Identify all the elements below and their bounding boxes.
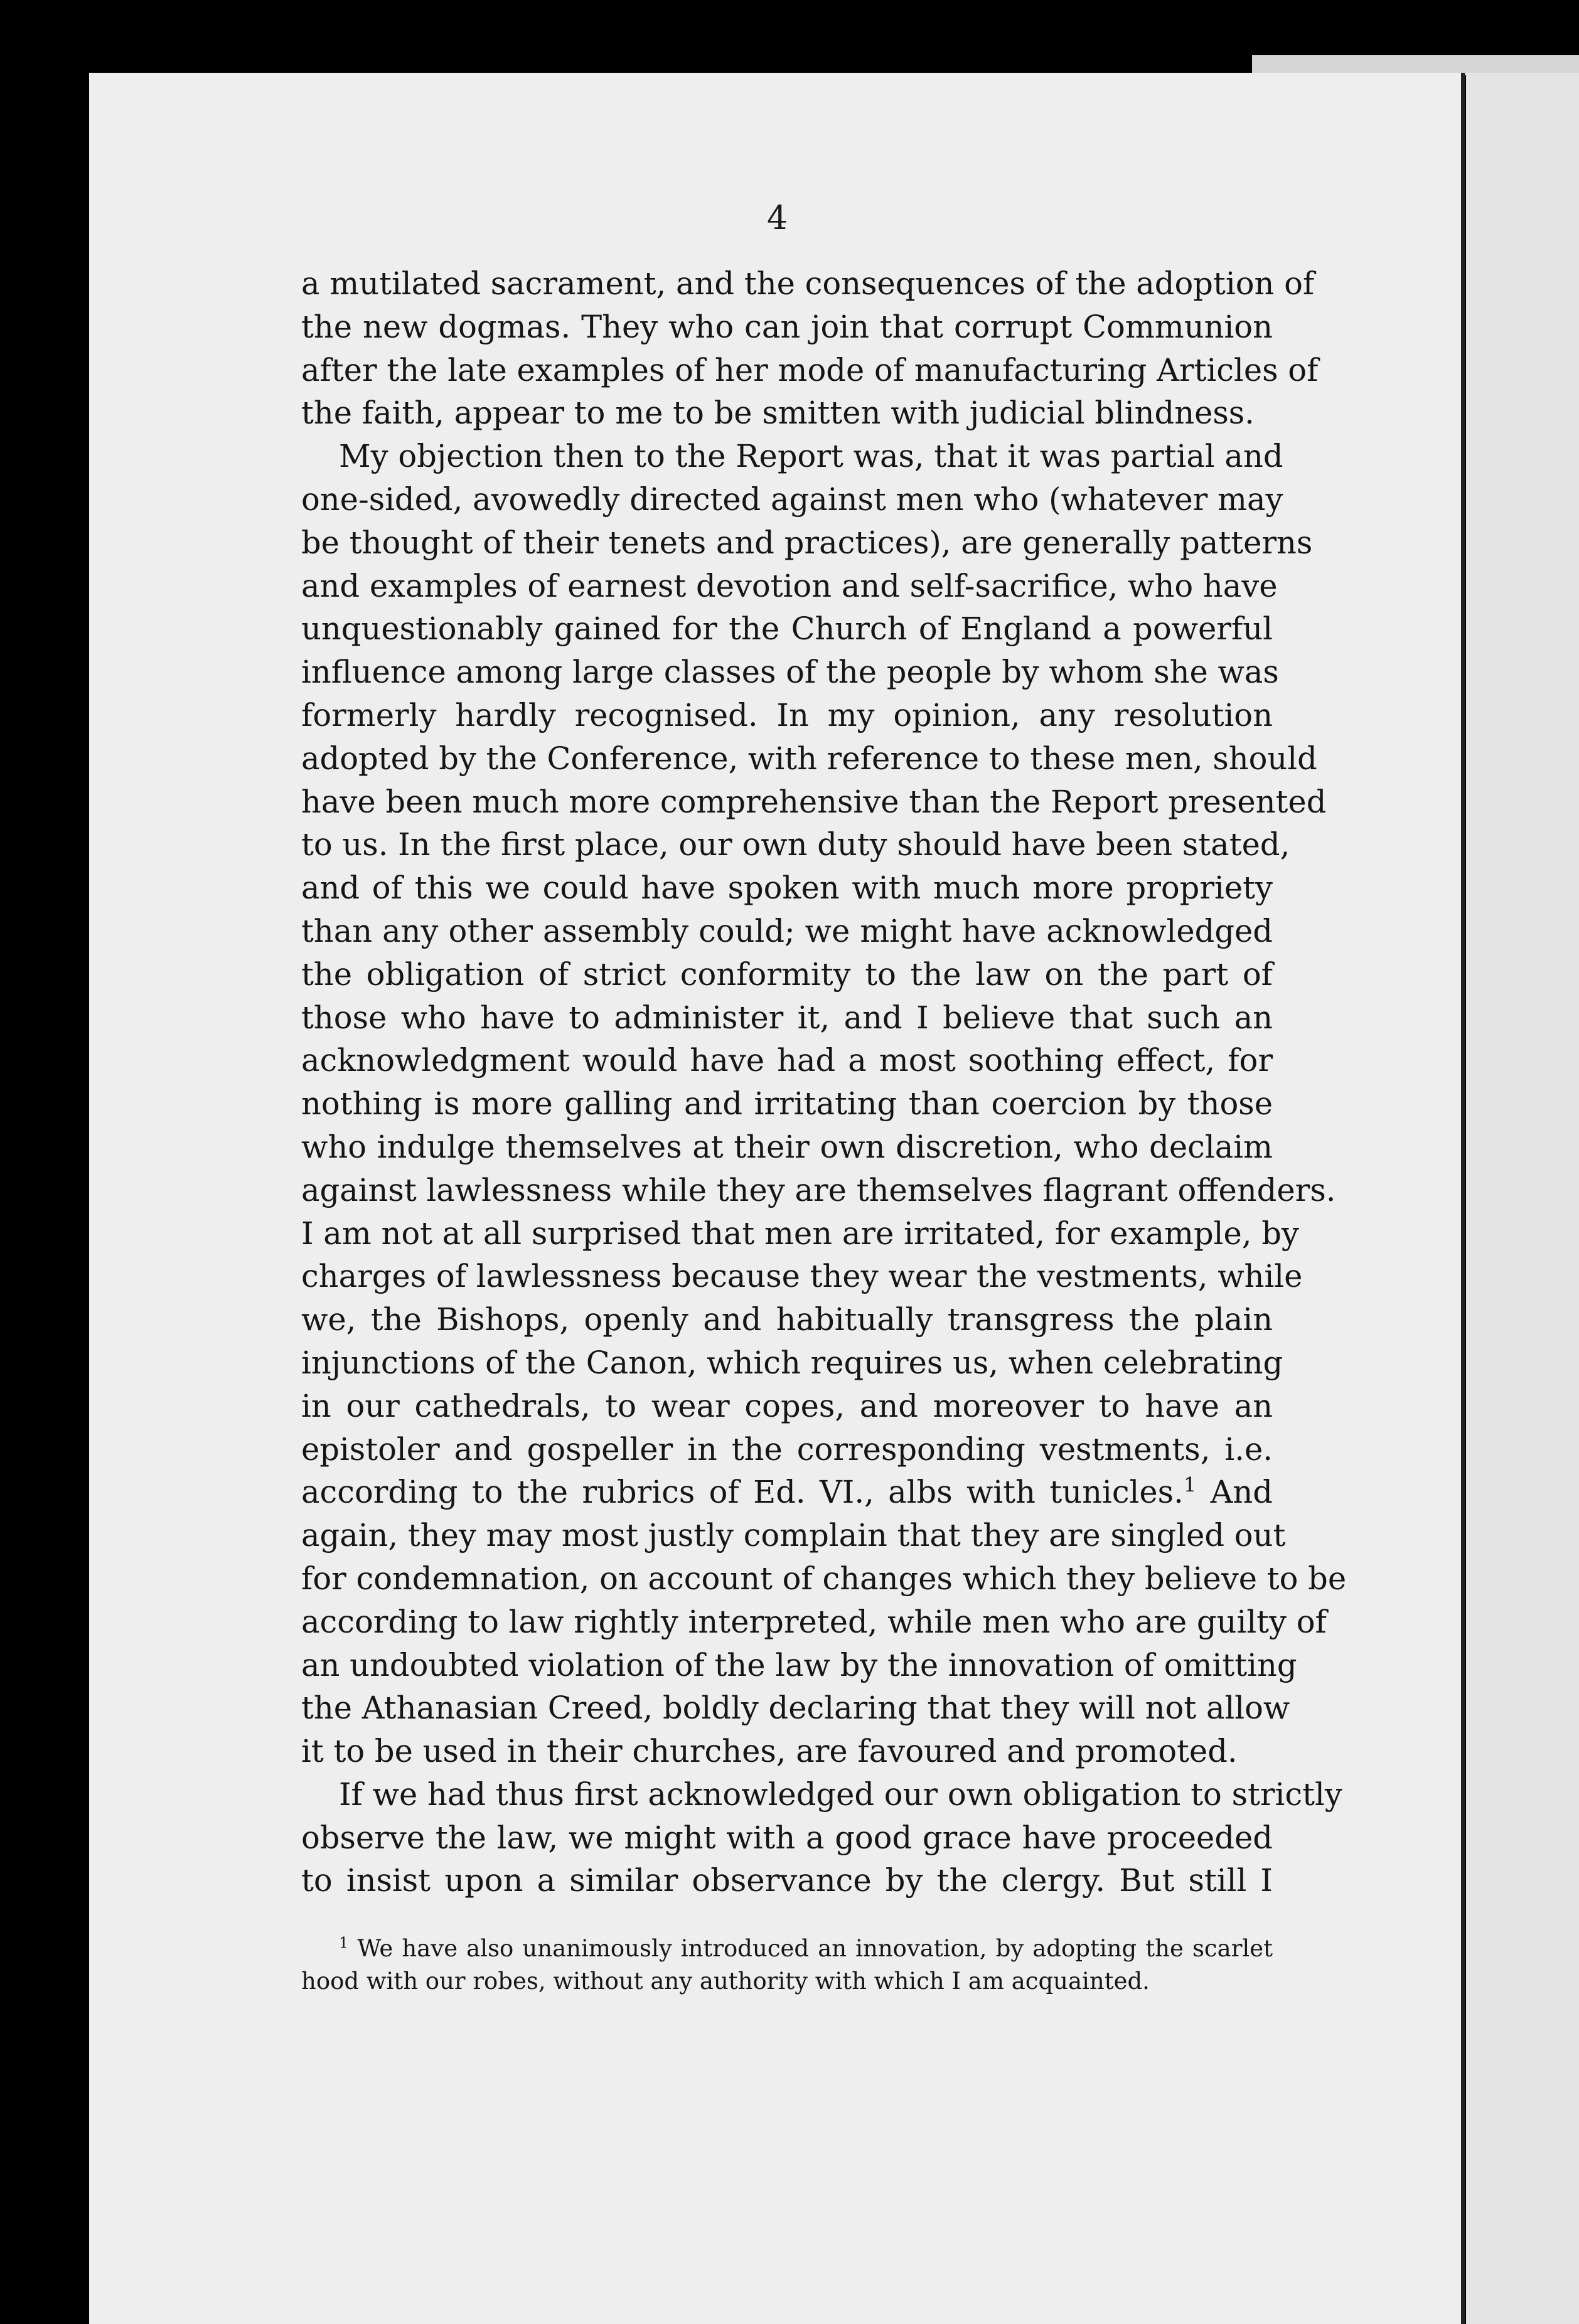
paragraph-start-line: If we had thus first acknowledged our own obligation to strictly: [339, 1776, 1342, 1813]
text-line: charges of lawlessness because they wear the vestments, while: [301, 1258, 1303, 1295]
text-line: unquestionably gained for the Church of England a powerful: [301, 610, 1273, 648]
text-line: against lawlessness while they are themselves flagrant offenders.: [301, 1171, 1336, 1208]
footnote-marker: 1: [339, 1934, 349, 1952]
text-line-with-footnote-ref: [301, 1471, 1273, 1514]
footnote-line: hood with our robes, without any authority with which I am acquainted.: [301, 1968, 1150, 1995]
footnote-text: We have also unanimously introduced an innovation, by adopting the scarlet: [357, 1935, 1273, 1962]
text-line: one-sided, avowedly directed against men who (whatever may: [301, 481, 1283, 518]
text-line: the new dogmas. They who can join that corrupt Communion: [301, 308, 1273, 345]
text-line: formerly hardly recognised. In my opinion, any resolution: [301, 696, 1273, 733]
text-line: an undoubted violation of the law by the innovation of omitting: [301, 1646, 1297, 1683]
text-line: it to be used in their churches, are favoured and promoted.: [301, 1733, 1238, 1770]
text-line: again, they may most justly complain that they are singled out: [301, 1517, 1286, 1554]
text-line: have been much more comprehensive than the Report presented: [301, 783, 1327, 820]
text-line: according to law rightly interpreted, while men who are guilty of: [301, 1603, 1327, 1640]
footnote-reference: 1: [1183, 1473, 1197, 1497]
text-line-segment: according to the rubrics of Ed. VI., albs with tunicles.: [301, 1474, 1184, 1511]
text-line: the obligation of strict conformity to the law on the part of: [301, 956, 1273, 993]
text-line: acknowledgment would have had a most soothing effect, for: [301, 1042, 1273, 1079]
text-line: than any other assembly could; we might have acknowledged: [301, 912, 1273, 949]
text-line: epistoler and gospeller in the corresponding vestments, i.e.: [301, 1431, 1273, 1468]
text-line: and of this we could have spoken with much more propriety: [301, 870, 1273, 907]
text-line: to us. In the first place, our own duty should have been stated,: [301, 826, 1290, 863]
body-text: [301, 262, 1347, 1902]
text-line: we, the Bishops, openly and habitually transgress the plain: [301, 1301, 1273, 1338]
text-line: I am not at all surprised that men are irritated, for example, by: [301, 1215, 1299, 1252]
text-line: influence among large classes of the people by whom she was: [301, 654, 1279, 691]
text-line: the faith, appear to me to be smitten with judicial blindness.: [301, 395, 1255, 432]
text-line: after the late examples of her mode of manufacturing Articles of: [301, 351, 1319, 388]
text-line: adopted by the Conference, with reference to these men, should: [301, 740, 1317, 777]
page-number: 4: [767, 200, 788, 237]
text-line: a mutilated sacrament, and the consequences of the adoption of: [301, 265, 1315, 302]
text-line: in our cathedrals, to wear copes, and moreover to have an: [301, 1387, 1273, 1424]
text-line: who indulge themselves at their own discretion, who declaim: [301, 1128, 1273, 1165]
text-line: to insist upon a similar observance by the clergy. But still I: [301, 1862, 1273, 1899]
text-line: those who have to administer it, and I believe that such an: [301, 999, 1273, 1036]
text-line: the Athanasian Creed, boldly declaring that they will not allow: [301, 1690, 1290, 1727]
footnote-line: [301, 1932, 1273, 1965]
footnote: [301, 1932, 1273, 1998]
facing-page-edge: [1466, 73, 1579, 2324]
page-gutter-shadow: [1461, 73, 1465, 2324]
text-line: injunctions of the Canon, which requires us, when celebrating: [301, 1344, 1283, 1381]
paragraph-start-line: My objection then to the Report was, that it was partial and: [339, 438, 1283, 475]
text-line: and examples of earnest devotion and self-sacrifice, who have: [301, 567, 1278, 604]
text-line-segment: And: [1210, 1474, 1273, 1511]
text-line: nothing is more galling and irritating than coercion by those: [301, 1085, 1273, 1122]
text-line: for condemnation, on account of changes which they believe to be: [301, 1560, 1347, 1597]
text-line: observe the law, we might with a good grace have proceeded: [301, 1819, 1273, 1856]
text-line: be thought of their tenets and practices), are generally patterns: [301, 524, 1313, 561]
